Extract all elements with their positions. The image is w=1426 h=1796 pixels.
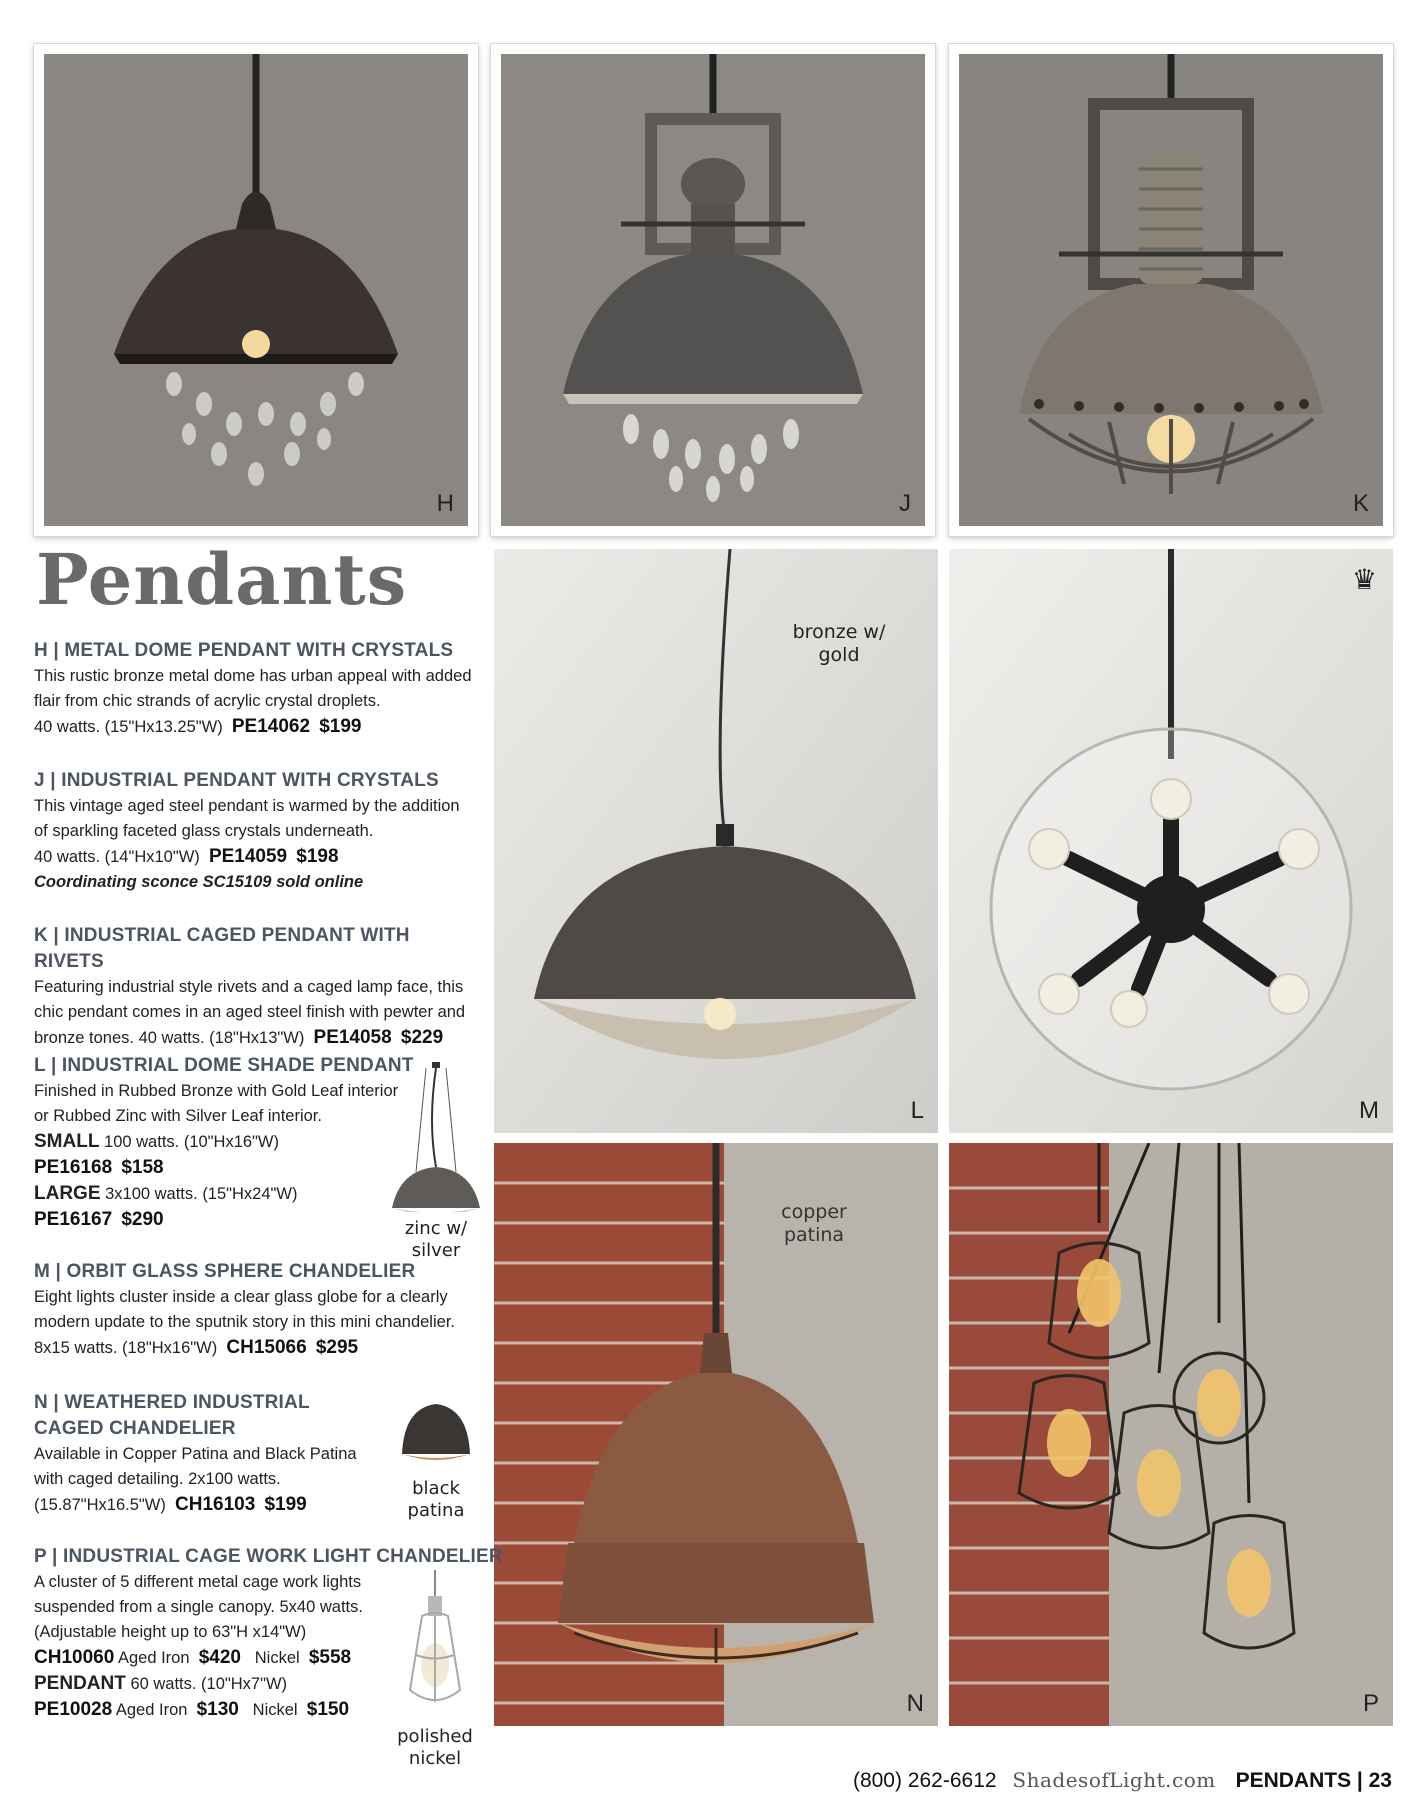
item-l-large-label: LARGE: [34, 1183, 101, 1204]
swatch-n-caption: [392, 1478, 480, 1522]
item-j-line2: of sparkling faceted glass crystals underneath.: [34, 822, 374, 840]
footer-section: PENDANTS | 23: [1235, 1769, 1392, 1792]
item-h-description: [34, 638, 474, 740]
item-h-price: $199: [319, 716, 362, 737]
item-p-pendant-label: PENDANT: [34, 1673, 126, 1694]
item-p-pe-finish1: Aged Iron: [115, 1701, 188, 1719]
item-p-pe-price1: $130: [196, 1699, 239, 1720]
item-p-line2: suspended from a single canopy. 5x40 watts.: [34, 1598, 363, 1616]
swatch-l-caption-line1: zinc w/: [404, 1218, 468, 1239]
pendant-p-illustration: [949, 1143, 1393, 1726]
item-k-line3: bronze tones. 40 watts. (18"Hx13"W): [34, 1029, 305, 1047]
photo-m-letter: M: [1359, 1097, 1379, 1124]
crown-icon: ♛: [1351, 563, 1377, 596]
item-l-small-spec: 100 watts. (10"Hx16"W): [104, 1133, 279, 1151]
item-n-heading-line2: CAGED CHANDELIER: [34, 1418, 236, 1439]
item-l-large-spec: 3x100 watts. (15"Hx24"W): [105, 1185, 298, 1203]
item-n-price: $199: [264, 1494, 307, 1515]
item-j-line3: 40 watts. (14"Hx10"W): [34, 848, 200, 866]
item-p-pendant-spec: 60 watts. (10"Hx7"W): [130, 1675, 288, 1693]
item-m-line1: Eight lights cluster inside a clear glass globe for a clearly: [34, 1288, 448, 1306]
pendant-m-illustration: [949, 549, 1393, 1133]
swatch-n-caption-line1: black: [412, 1478, 460, 1499]
swatch-l-caption-line2: silver: [411, 1240, 461, 1261]
item-n-line1: Available in Copper Patina and Black Patina: [34, 1445, 357, 1463]
photo-l-dome-shade-pendant: [494, 549, 938, 1133]
item-h-line3: 40 watts. (15"Hx13.25"W): [34, 718, 223, 736]
photo-n-caption-line1: copper: [781, 1201, 847, 1223]
item-l-large-sku: PE16167: [34, 1209, 113, 1230]
item-p-ch-sku: CH10060: [34, 1647, 115, 1668]
photo-j-industrial-pendant: [491, 44, 935, 536]
photo-k-letter: K: [1352, 490, 1369, 517]
swatch-p-polished-nickel: [400, 1570, 470, 1720]
item-p-ch-price2: $558: [308, 1647, 352, 1668]
item-j-heading: J | INDUSTRIAL PENDANT WITH CRYSTALS: [34, 770, 439, 791]
photo-n-caption: [744, 1201, 884, 1247]
swatch-l-caption: [390, 1218, 482, 1262]
item-j-line1: This vintage aged steel pendant is warmed by the addition: [34, 797, 460, 815]
item-p-pe-sku: PE10028: [34, 1699, 113, 1720]
photo-m-orbit-glass-chandelier: [949, 549, 1393, 1133]
item-p-pe-finish2: Nickel: [252, 1701, 298, 1719]
item-m-line3: 8x15 watts. (18"Hx16"W): [34, 1339, 218, 1357]
item-m-heading: M | ORBIT GLASS SPHERE CHANDELIER: [34, 1261, 416, 1282]
item-p-line3: (Adjustable height up to 63"H x14"W): [34, 1623, 307, 1641]
item-j-price: $198: [296, 846, 339, 867]
item-p-ch-price1: $420: [198, 1647, 241, 1668]
item-l-line2: or Rubbed Zinc with Silver Leaf interior.: [34, 1107, 322, 1125]
swatch-p-caption-line1: polished: [397, 1726, 473, 1747]
item-j-description: [34, 768, 474, 895]
item-k-line1: Featuring industrial style rivets and a caged lamp face, this: [34, 978, 464, 996]
item-n-sku: CH16103: [175, 1494, 256, 1515]
photo-n-letter: N: [906, 1690, 924, 1717]
page-footer: [0, 1768, 1392, 1793]
photo-h-letter: H: [436, 490, 454, 517]
photo-l-caption: [764, 621, 914, 667]
pendant-k-illustration: [959, 54, 1383, 526]
photo-n-weathered-caged-chandelier: [494, 1143, 938, 1726]
photo-l-caption-line2: gold: [818, 644, 860, 666]
photo-p-cage-work-light-chandelier: [949, 1143, 1393, 1726]
item-m-line2: modern update to the sputnik story in this mini chandelier.: [34, 1313, 455, 1331]
photo-j-letter: J: [899, 490, 911, 517]
item-h-line1: This rustic bronze metal dome has urban appeal with added: [34, 667, 472, 685]
item-p-ch-finish1: Aged Iron: [117, 1649, 190, 1667]
item-k-line2: chic pendant comes in an aged steel finish with pewter and: [34, 1003, 466, 1021]
swatch-p-caption: [388, 1726, 482, 1770]
item-l-small-price: $158: [121, 1157, 164, 1178]
item-l-large-price: $290: [121, 1209, 164, 1230]
swatch-n-image: [398, 1398, 474, 1464]
item-k-price: $229: [400, 1027, 444, 1048]
swatch-n-black-patina: [398, 1398, 474, 1464]
item-p-line1: A cluster of 5 different metal cage work lights: [34, 1573, 362, 1591]
swatch-l-image: [388, 1062, 484, 1212]
item-l-description: [34, 1053, 414, 1233]
swatch-n-caption-line2: patina: [407, 1500, 465, 1521]
item-p-pe-price2: $150: [306, 1699, 350, 1720]
item-l-small-sku: PE16168: [34, 1157, 113, 1178]
page-title: Pendants: [36, 538, 408, 621]
swatch-l-zinc-silver: [388, 1062, 484, 1212]
item-p-ch-finish2: Nickel: [254, 1649, 300, 1667]
item-n-description: [34, 1390, 394, 1518]
item-l-line1: Finished in Rubbed Bronze with Gold Leaf interior: [34, 1082, 399, 1100]
item-p-heading: P | INDUSTRIAL CAGE WORK LIGHT CHANDELIER: [34, 1546, 503, 1567]
item-n-heading-line1: N | WEATHERED INDUSTRIAL: [34, 1392, 310, 1413]
item-n-line2: with caged detailing. 2x100 watts.: [34, 1470, 281, 1488]
item-k-heading: K | INDUSTRIAL CAGED PENDANT WITH RIVETS: [34, 925, 410, 972]
item-j-sku: PE14059: [208, 846, 288, 867]
item-m-description: [34, 1259, 484, 1361]
photo-h-metal-dome-pendant: [34, 44, 478, 536]
swatch-p-image: [400, 1570, 470, 1720]
swatch-p-caption-line2: nickel: [408, 1748, 462, 1769]
pendant-h-illustration: [44, 54, 468, 526]
photo-k-caged-pendant: [949, 44, 1393, 536]
footer-phone: (800) 262-6612: [852, 1769, 997, 1792]
item-k-description: [34, 923, 484, 1051]
item-l-heading: L | INDUSTRIAL DOME SHADE PENDANT: [34, 1055, 414, 1076]
item-n-line3: (15.87"Hx16.5"W): [34, 1496, 166, 1514]
item-h-sku: PE14062: [231, 716, 311, 737]
item-m-price: $295: [315, 1337, 359, 1358]
item-k-sku: PE14058: [313, 1027, 392, 1048]
photo-l-letter: L: [910, 1097, 924, 1124]
photo-p-letter: P: [1362, 1690, 1379, 1717]
item-m-sku: CH15066: [226, 1337, 307, 1358]
item-h-heading: H | METAL DOME PENDANT WITH CRYSTALS: [34, 640, 454, 661]
item-h-line2: flair from chic strands of acrylic crystal droplets.: [34, 692, 381, 710]
photo-n-caption-line2: patina: [783, 1224, 845, 1246]
footer-site: ShadesofLight.com: [1012, 1768, 1216, 1792]
item-l-small-label: SMALL: [34, 1131, 100, 1152]
item-j-note: Coordinating sconce SC15109 sold online: [34, 873, 364, 891]
pendant-j-illustration: [501, 54, 925, 526]
photo-l-caption-line1: bronze w/: [792, 621, 886, 643]
